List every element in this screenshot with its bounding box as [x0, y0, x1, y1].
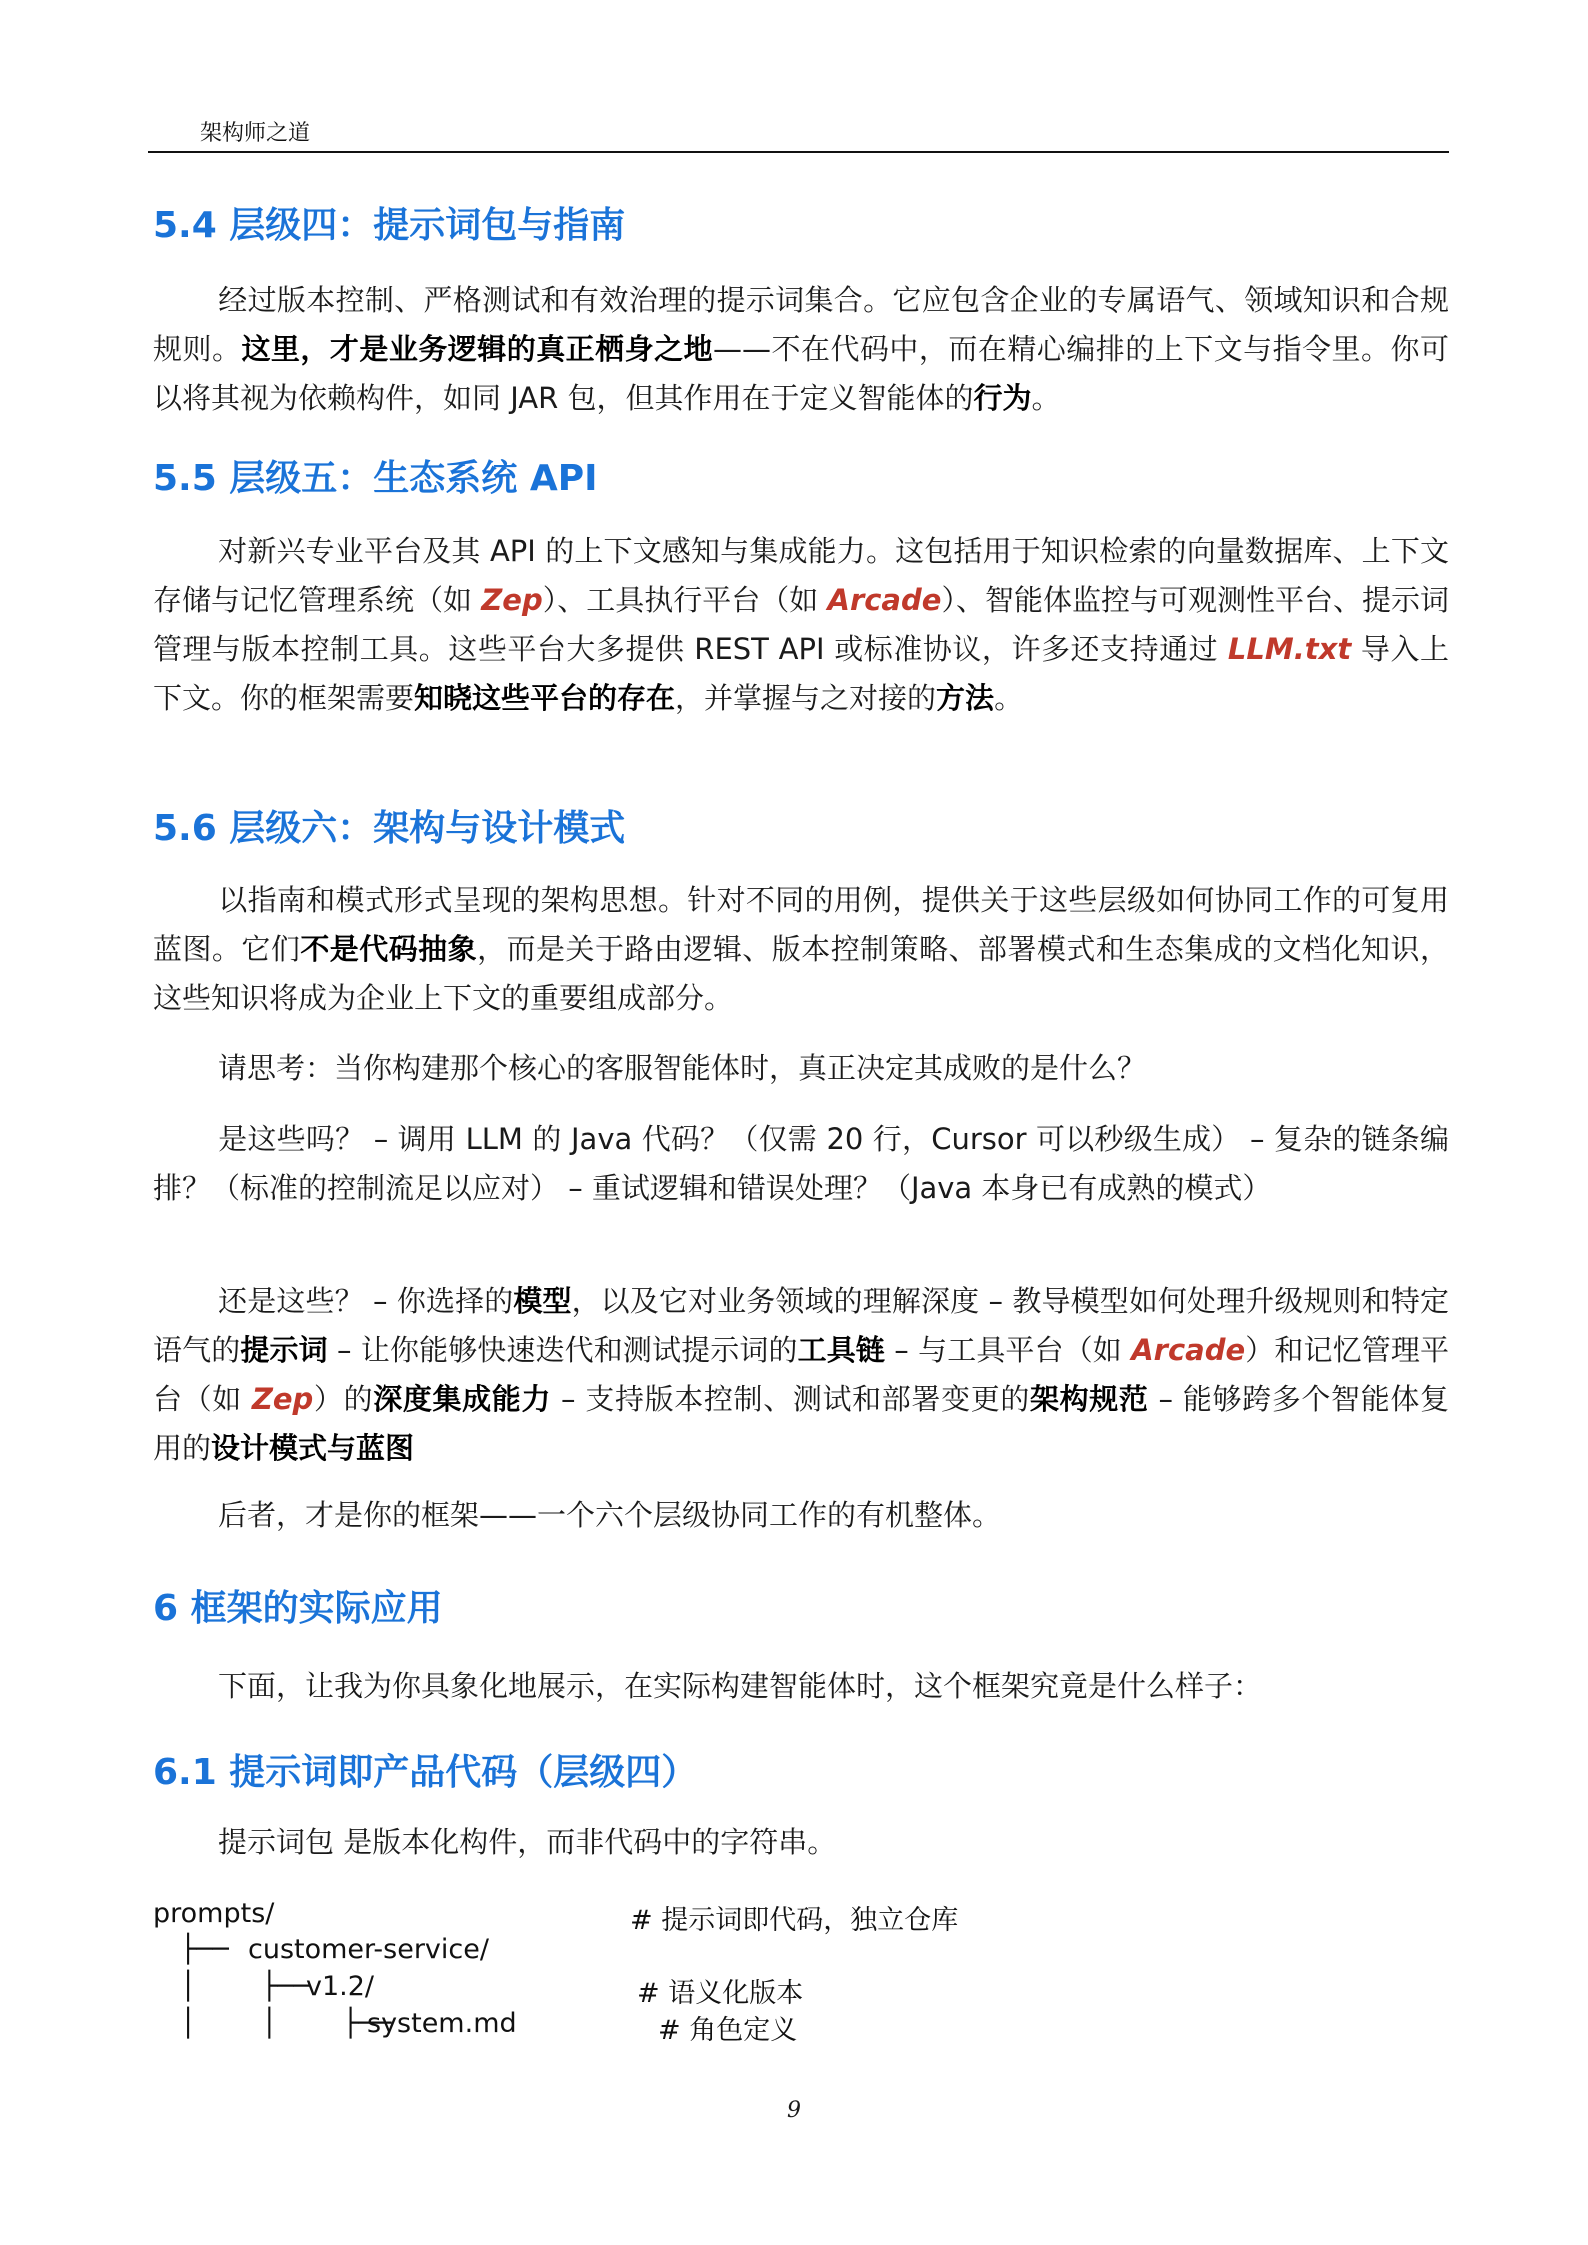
bold-phrase: 这里，才是业务逻辑的真正栖身之地 [241, 332, 714, 366]
paragraph-think: 请思考：当你构建那个核心的客服智能体时，真正决定其成败的是什么？ [218, 1051, 1147, 1085]
product-name: LLM.txt [1227, 632, 1352, 666]
paragraph-conclusion: 后者，才是你的框架——一个六个层级协同工作的有机整体。 [218, 1498, 1002, 1532]
bold-phrase: 深度集成能力 [373, 1382, 552, 1416]
tree-folder: v1.2/ [306, 1971, 375, 2002]
section-heading-6-1: 6.1 提示词即产品代码（层级四） [153, 1752, 698, 1793]
bold-phrase: 架构规范 [1030, 1382, 1149, 1416]
tree-comment: # 提示词即代码，独立仓库 [630, 1905, 959, 1936]
bold-phrase: 工具链 [797, 1333, 885, 1367]
bold-phrase: 不是代码抽象 [300, 932, 478, 966]
section-heading-5-4: 5.4 层级四：提示词包与指南 [153, 205, 626, 246]
paragraph-or-these: 还是这些？ – 你选择的模型，以及它对业务领域的理解深度 – 教导模型如何处理升级规则和特定语气的提示词 – 让你能够快速迭代和测试提示词的工具链 – 与工具平台（如 Arcade）和记忆管理平台（如 Zep）的深度集成能力 – 支持版本控制、测试和部署变更的架构规范 – 能够跨多个智能体复用的设计模式与蓝图 [153, 1284, 1449, 1465]
tree-comment: # 语义化版本 [637, 1978, 804, 2009]
product-name: Zep [481, 583, 543, 617]
tree-branch: │ │ ├── [180, 2008, 392, 2039]
tree-root: prompts/ [153, 1898, 275, 1929]
tree-branch: │ ├── [180, 1971, 311, 2002]
bold-phrase: 设计模式与蓝图 [211, 1431, 415, 1465]
product-name: Arcade [1131, 1333, 1246, 1367]
paragraph-these: 是这些吗？ – 调用 LLM 的 Java 代码？（仅需 20 行，Cursor 可以秒级生成） – 复杂的链条编排？（标准的控制流足以应对） – 重试逻辑和错误处理？（Java 本身已有成熟的模式） [153, 1122, 1449, 1205]
bold-phrase: 知晓这些平台的存在 [414, 681, 676, 715]
bold-phrase: 模型 [513, 1284, 572, 1318]
product-name: Zep [251, 1382, 314, 1416]
tree-file: system.md [367, 2008, 517, 2039]
page-number: 9 [787, 2098, 801, 2123]
tree-folder: customer-service/ [248, 1934, 489, 1965]
product-name: Arcade [827, 583, 942, 617]
running-header: 架构师之道 [200, 121, 311, 146]
paragraph-6-1: 提示词包 是版本化构件，而非代码中的字符串。 [218, 1825, 837, 1859]
tree-comment: # 角色定义 [658, 2015, 798, 2046]
header-divider [148, 151, 1449, 153]
bold-phrase: 方法 [936, 681, 995, 715]
section-heading-5-5: 5.5 层级五：生态系统 API [153, 458, 598, 499]
section-heading-6: 6 框架的实际应用 [153, 1588, 443, 1629]
paragraph-5-5: 对新兴专业平台及其 API 的上下文感知与集成能力。这包括用于知识检索的向量数据库、上下文存储与记忆管理系统（如 Zep）、工具执行平台（如 Arcade）、智能体监控与可观测性平台、提示词管理与版本控制工具。这些平台大多提供 REST API 或标准协议，许多还支持通过 LLM.txt 导入上下文。你的框架需要知晓这些平台的存在，并掌握与之对接的方法。 [153, 534, 1449, 715]
paragraph-6-intro: 下面，让我为你具象化地展示，在实际构建智能体时，这个框架究竟是什么样子： [218, 1669, 1263, 1703]
bold-phrase: 行为 [973, 381, 1032, 415]
tree-branch: ├── [180, 1934, 229, 1965]
bold-phrase: 提示词 [240, 1333, 328, 1367]
paragraph-5-4: 经过版本控制、严格测试和有效治理的提示词集合。它应包含企业的专属语气、领域知识和合规规则。这里，才是业务逻辑的真正栖身之地——不在代码中，而在精心编排的上下文与指令里。你可以将其视为依赖构件，如同 JAR 包，但其作用在于定义智能体的行为。 [153, 283, 1449, 415]
paragraph-5-6-intro: 以指南和模式形式呈现的架构思想。针对不同的用例，提供关于这些层级如何协同工作的可复用蓝图。它们不是代码抽象，而是关于路由逻辑、版本控制策略、部署模式和生态集成的文档化知识，这些知识将成为企业上下文的重要组成部分。 [153, 883, 1449, 1015]
section-heading-5-6: 5.6 层级六：架构与设计模式 [153, 808, 626, 849]
